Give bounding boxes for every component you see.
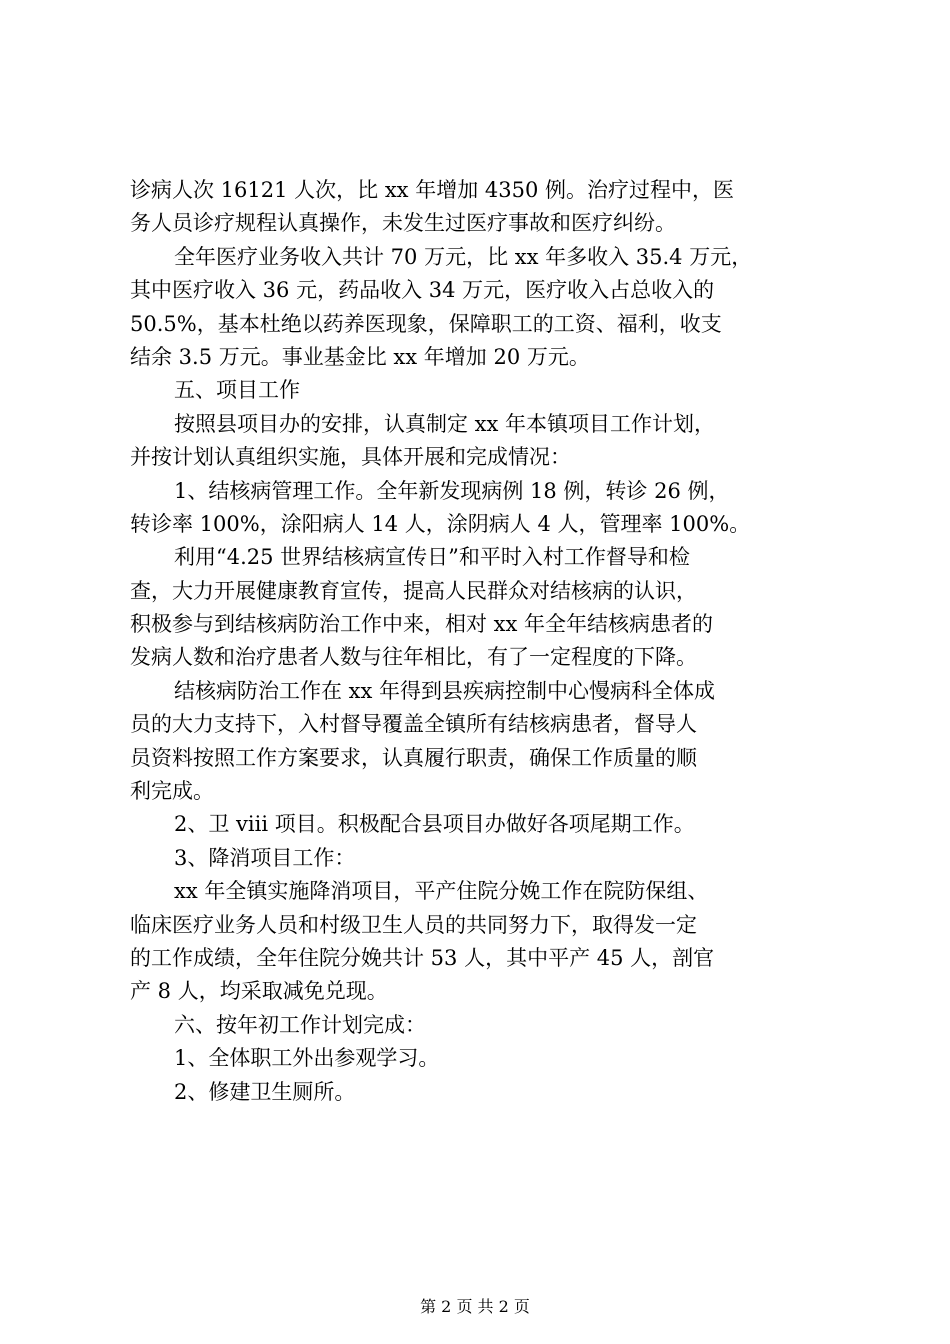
page-footer: 第 2 页 共 2 页 [420,1297,530,1316]
text-line: 六、按年初工作计划完成： [174,1012,426,1037]
text-line: xx 年全镇实施降消项目，平产住院分娩工作在院防保组、 [174,879,709,904]
text-line: 积极参与到结核病防治工作中来，相对 xx 年全年结核病患者的 [130,612,714,637]
text-line: 员资料按照工作方案要求，认真履行职责，确保工作质量的顺 [130,745,697,770]
text-line: 其中医疗收入 36 元，药品收入 34 万元，医疗收入占总收入的 [130,278,715,303]
text-line: 2、卫 viii 项目。积极配合县项目办做好各项尾期工作。 [174,812,695,837]
text-line: 全年医疗业务收入共计 70 万元，比 xx 年多收入 35.4 万元， [174,244,753,269]
text-line: 利用“4.25 世界结核病宣传日”和平时入村工作督导和检 [174,545,690,570]
text-line: 务人员诊疗规程认真操作，未发生过医疗事故和医疗纠纷。 [130,211,676,236]
text-line: 转诊率 100%，涂阳病人 14 人，涂阴病人 4 人，管理率 100%。 [130,511,751,536]
text-line: 结余 3.5 万元。事业基金比 xx 年增加 20 万元。 [130,344,590,369]
text-line: 发病人数和治疗患者人数与往年相比，有了一定程度的下降。 [130,645,697,670]
text-line: 查，大力开展健康教育宣传，提高人民群众对结核病的认识， [130,578,697,603]
document-body [130,174,830,1109]
text-line: 1、全体职工外出参观学习。 [174,1046,440,1071]
text-line: 五、项目工作 [174,378,300,403]
text-line: 1、结核病管理工作。全年新发现病例 18 例，转诊 26 例， [174,478,730,503]
text-line: 诊病人次 16121 人次，比 xx 年增加 4350 例。治疗过程中，医 [130,178,734,202]
text-line: 临床医疗业务人员和村级卫生人员的共同努力下，取得发一定 [130,912,697,937]
text-line: 50.5%，基本杜绝以药养医现象，保障职工的工资、福利，收支 [130,311,722,336]
text-line: 员的大力支持下，入村督导覆盖全镇所有结核病患者，督导人 [130,712,697,737]
text-line: 结核病防治工作在 xx 年得到县疾病控制中心慢病科全体成 [174,678,716,703]
text-line: 按照县项目办的安排，认真制定 xx 年本镇项目工作计划， [174,411,716,436]
text-line: 利完成。 [130,779,214,804]
text-line: 并按计划认真组织实施，具体开展和完成情况： [130,445,571,470]
text-line: 的工作成绩，全年住院分娩共计 53 人，其中平产 45 人，剖官 [130,945,715,970]
text-line: 3、降消项目工作： [174,845,356,870]
text-line: 产 8 人，均采取减免兑现。 [130,979,388,1004]
text-line: 2、修建卫生厕所。 [174,1079,356,1104]
